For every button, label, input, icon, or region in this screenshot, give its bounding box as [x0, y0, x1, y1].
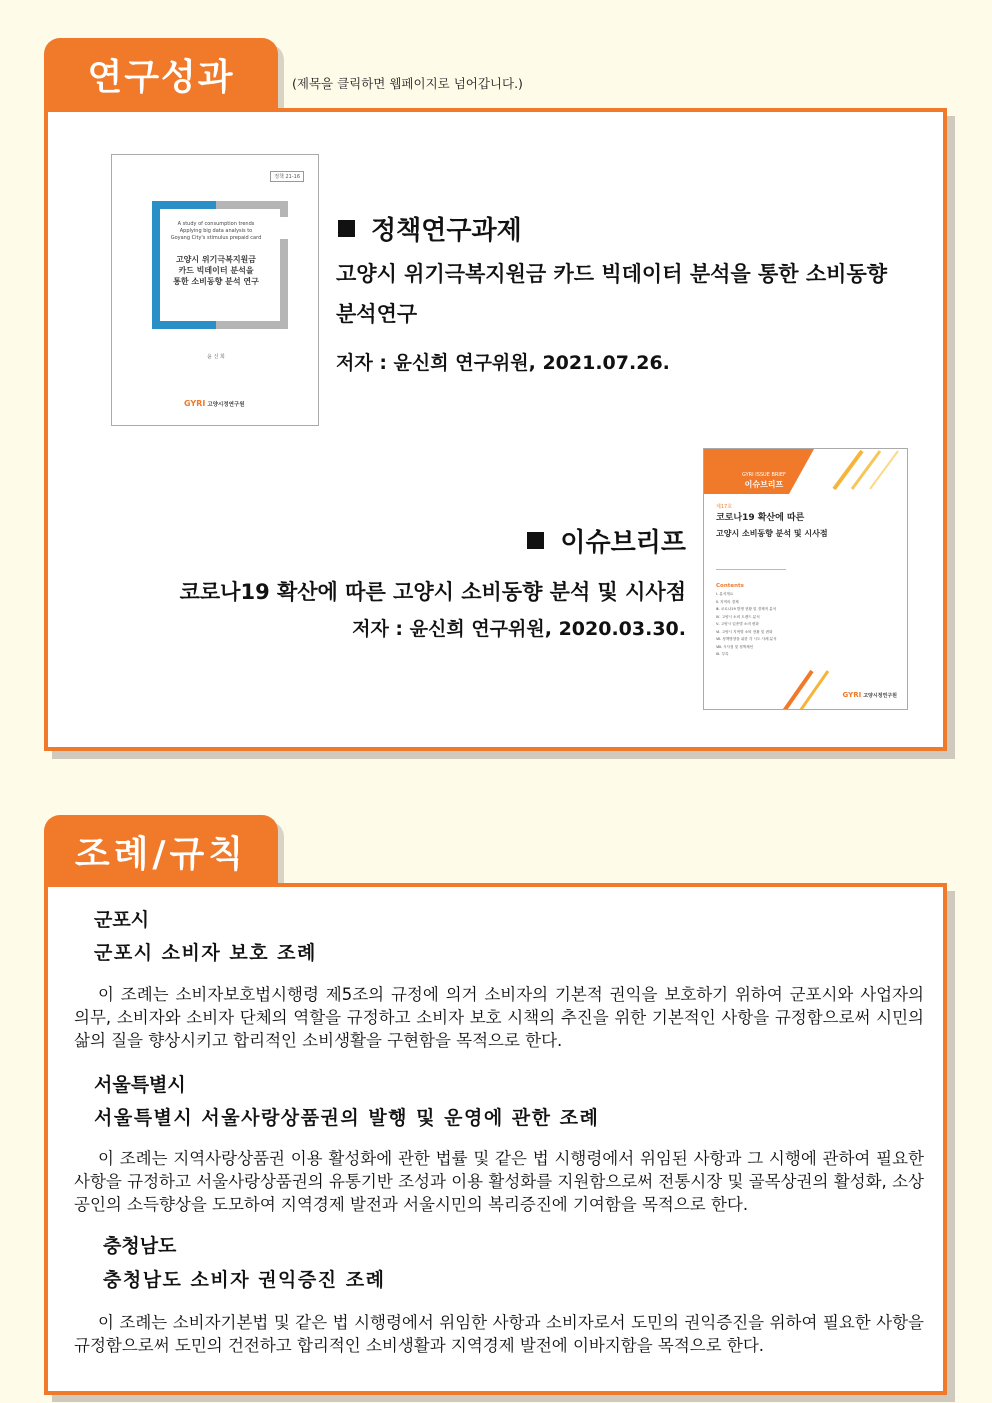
click-notice: (제목을 클릭하면 웹페이지로 넘어갑니다.)	[292, 76, 523, 91]
cover-brief-title	[716, 511, 828, 541]
cover-ko-title-1: 고양시 위기극복지원금	[175, 255, 257, 264]
cover-org: 고양시정연구원	[863, 693, 897, 699]
ordinance-title-link[interactable]: 군포시 소비자 보호 조례	[94, 942, 317, 964]
cover-brief-title-2: 고양시 소비동향 분석 및 시사점	[716, 529, 828, 538]
cover-banner-text-2: 이슈브리프	[744, 480, 784, 489]
brief-author: 저자 : 윤신희 연구위원, 2020.03.30.	[352, 618, 686, 640]
policy-title-link[interactable]: 고양시 위기극복지원금 카드 빅데이터 분석을 통한 소비동향	[336, 262, 888, 286]
brief-category-label: 이슈브리프	[560, 528, 686, 558]
cover-ko-title	[166, 254, 266, 287]
ordinance-title-link[interactable]: 서울특별시 서울사랑상품권의 발행 및 운영에 관한 조례	[94, 1107, 600, 1129]
ordinance-body: 이 조례는 소비자보호법시행령 제5조의 규정에 의거 소비자의 기본적 권익을 보호하기 위하여 군포시와 사업자의 의무, 소비자와 소비자 단체의 역할을 규정하고 소비자 보호 시책의 추진을 위한 기본적인 사항을 규정함으로써 시민의 삶의 질을 향상시키고 합리적인 소비생활을 구현함을 목적으로 한다.	[74, 985, 924, 1050]
cover-issue-no: 제17호	[716, 504, 733, 510]
research-section-tab: 연구성과	[44, 38, 278, 110]
ordinance-title-link[interactable]: 충청남도 소비자 권익증진 조례	[103, 1269, 386, 1291]
cover-logo	[184, 399, 245, 408]
square-bullet-icon	[527, 532, 544, 549]
cover-ko-title-3: 통한 소비동향 분석 연구	[173, 277, 259, 286]
policy-category-heading	[338, 210, 522, 247]
brief-category-heading	[527, 522, 686, 559]
cover-contents-item: Ⅲ. 코로나19 발생 현황 및 경제적 분석	[716, 607, 777, 611]
ordinance-region: 충청남도	[103, 1235, 177, 1257]
cover-org: 고양시정연구원	[207, 402, 245, 408]
cover-contents-label: Contents	[716, 583, 744, 589]
cover-contents-item: Ⅵ. 고양시 지역별 소비 현황 및 변화	[716, 629, 773, 634]
cover-contents-item: Ⅰ. 분석개요	[716, 592, 734, 596]
ordinance-region: 서울특별시	[94, 1074, 186, 1096]
cover-frame-gray-gap	[275, 217, 289, 239]
cover-author: 윤 신 희	[207, 354, 225, 360]
ordinance-section-tab: 조례/규칙	[44, 815, 278, 887]
cover-contents-item: Ⅶ. 정책방향을 위한 각 시도 사례 분석	[716, 637, 777, 641]
cover-contents-item: Ⅸ. 부록	[716, 652, 729, 656]
policy-category-label: 정책연구과제	[371, 216, 522, 246]
cover-brief-title-1: 코로나19 확산에 따른	[716, 513, 805, 523]
issue-brief-cover[interactable]	[703, 448, 908, 710]
cover-contents-item: Ⅱ. 지역의 경제	[716, 599, 739, 604]
cover-banner-graphic	[704, 449, 908, 710]
cover-banner-text-1: GYRI ISSUE BRIEF	[742, 472, 786, 478]
cover-contents-item: Ⅳ. 고양시 소비 트렌드 분석	[716, 614, 760, 619]
gyri-logo: GYRI	[184, 399, 206, 408]
policy-report-cover[interactable]	[111, 154, 319, 426]
cover-ko-title-2: 카드 빅데이터 분석을	[178, 266, 254, 275]
cover-contents-item: Ⅷ. 시사점 및 정책제언	[716, 644, 754, 649]
cover-tag: 정책 21-16	[270, 171, 304, 182]
cover-divider	[716, 569, 786, 570]
gyri-logo: GYRI	[842, 691, 862, 699]
cover-logo	[843, 691, 897, 699]
ordinance-body: 이 조례는 지역사랑상품권 이용 활성화에 관한 법률 및 같은 법 시행령에서 위임된 사항과 그 시행에 관하여 필요한 사항을 규정하고 서울사랑상품권의 유통기반 조성과 이용 활성화를 지원함으로써 전통시장 및 골목상권의 활성화, 소상공인의 소득향상을 도모하여 지역경제 발전과 서울시민의 복리증진에 기여함을 목적으로 한다.	[74, 1149, 924, 1214]
cover-banner-text	[742, 471, 786, 489]
cover-en-title: A study of consumption trends Applying big data analysis to Goyang City's stimulus prepaid card	[170, 221, 262, 241]
policy-title-link-line2[interactable]: 분석연구	[336, 302, 418, 326]
ordinance-body: 이 조례는 소비자기본법 및 같은 법 시행령에서 위임한 사항과 소비자로서 도민의 권익증진을 위하여 필요한 사항을 규정함으로써 도민의 건전하고 합리적인 소비생활과 지역경제 발전에 이바지함을 목적으로 한다.	[74, 1313, 924, 1355]
policy-author: 저자 : 윤신희 연구위원, 2021.07.26.	[336, 352, 670, 374]
brief-title-link[interactable]: 코로나19 확산에 따른 고양시 소비동향 분석 및 시사점	[179, 580, 686, 604]
cover-contents-item: Ⅴ. 고양시 업종별 소비 변화	[716, 622, 759, 626]
square-bullet-icon	[338, 220, 355, 237]
ordinance-region: 군포시	[94, 909, 150, 931]
cover-contents-list	[716, 591, 777, 659]
